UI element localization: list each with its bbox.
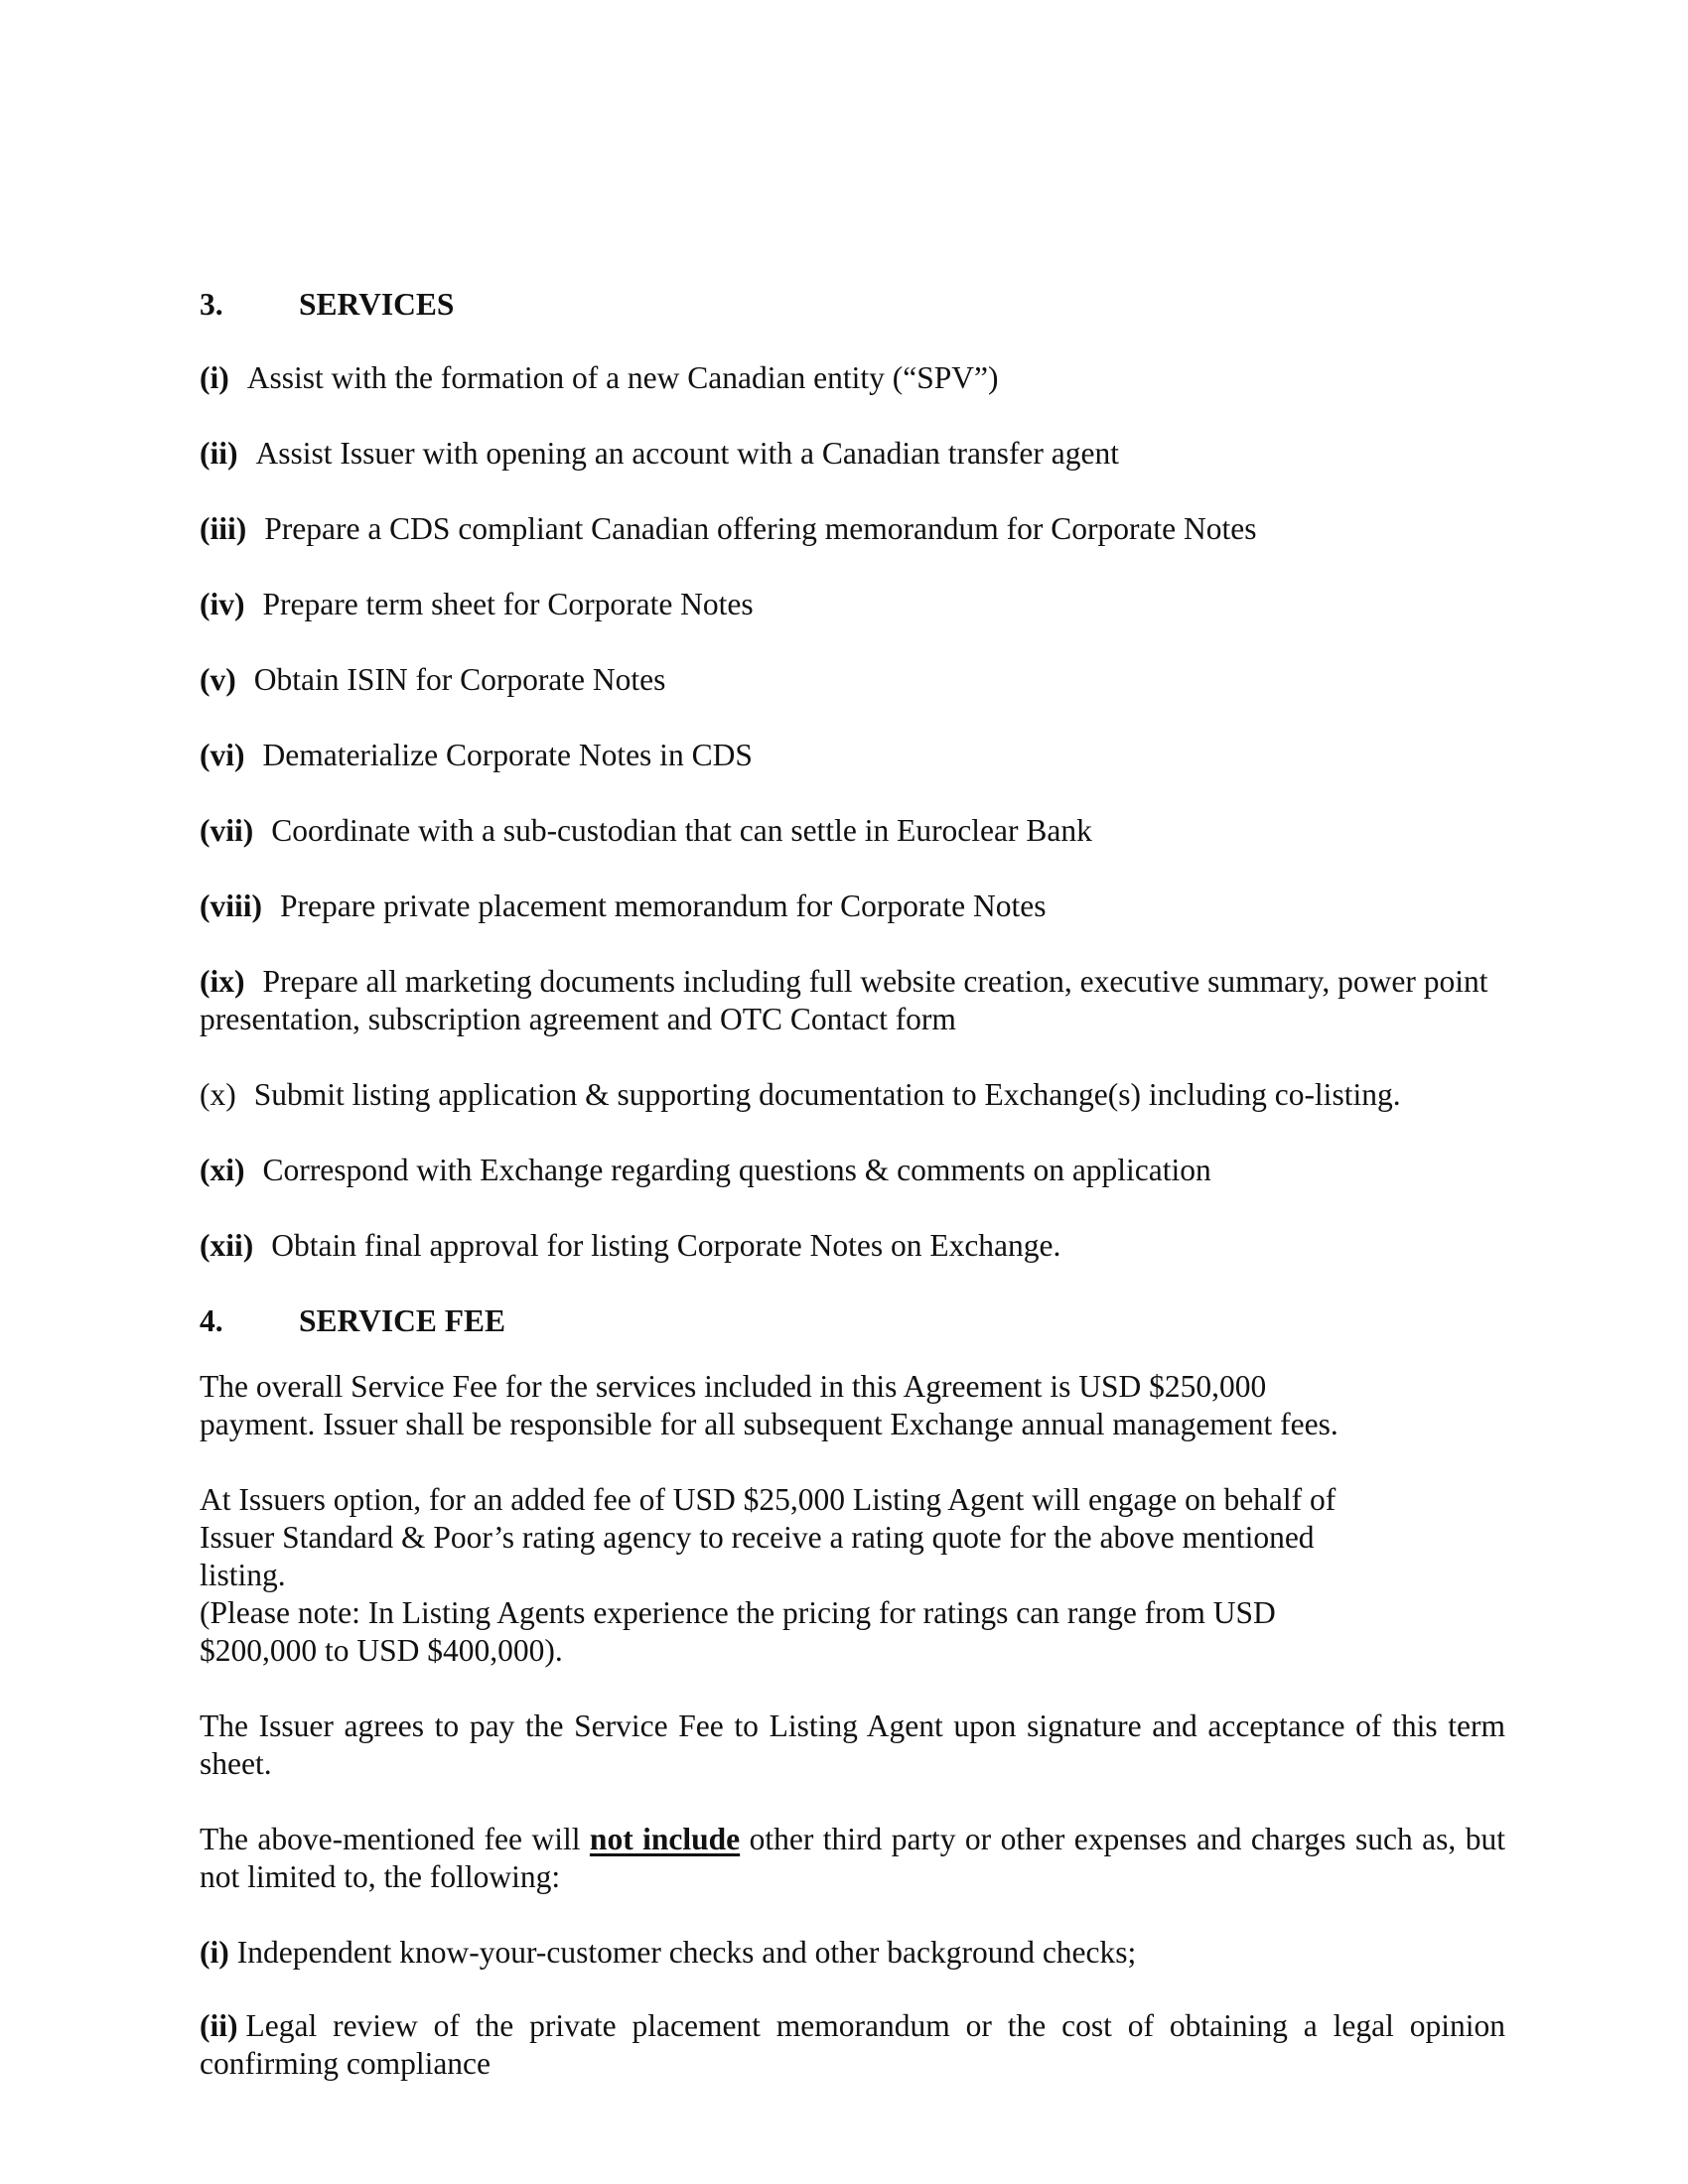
service-item	[200, 510, 1505, 548]
item-label: (x)	[200, 1077, 236, 1112]
item-text: Obtain ISIN for Corporate Notes	[253, 662, 666, 697]
paragraph-line: (Please note: In Listing Agents experience the pricing for ratings can range from USD	[200, 1595, 1276, 1630]
exclusions-intro-paragraph	[200, 1821, 1505, 1896]
item-label: (v)	[200, 662, 236, 697]
exclusions-list	[200, 1934, 1505, 2083]
item-label: (i)	[200, 1935, 229, 1970]
service-item	[200, 737, 1505, 774]
section-title: SERVICE FEE	[299, 1303, 506, 1338]
service-item	[200, 1227, 1505, 1265]
service-item	[200, 1152, 1505, 1189]
item-label: (vi)	[200, 738, 245, 772]
item-text: Prepare private placement memorandum for Corporate Notes	[280, 888, 1047, 923]
item-label: (iv)	[200, 587, 245, 621]
item-label: (xii)	[200, 1228, 254, 1263]
paragraph-line: The overall Service Fee for the services included in this Agreement is USD $250,000	[200, 1369, 1267, 1404]
service-fee-paragraph	[200, 1368, 1505, 1443]
item-text: Assist with the formation of a new Canadian entity (“SPV”)	[246, 360, 999, 395]
item-text: Correspond with Exchange regarding questions & comments on application	[262, 1153, 1211, 1187]
text-segment: The above-mentioned fee will	[200, 1822, 590, 1856]
item-text: Prepare term sheet for Corporate Notes	[262, 587, 754, 621]
item-text: Dematerialize Corporate Notes in CDS	[262, 738, 753, 772]
exclusion-item	[200, 1934, 1505, 1972]
item-label: (ix)	[200, 964, 245, 999]
item-text: Independent know-your-customer checks and other background checks;	[236, 1935, 1137, 1970]
document-body	[200, 286, 1505, 2118]
item-label: (iii)	[200, 511, 247, 546]
exclusion-item	[200, 2007, 1505, 2083]
service-item	[200, 887, 1505, 925]
item-text: Prepare a CDS compliant Canadian offering memorandum for Corporate Notes	[264, 511, 1257, 546]
item-label: (xi)	[200, 1153, 245, 1187]
section-3-heading	[200, 286, 1505, 324]
service-item	[200, 963, 1505, 1038]
payment-terms-paragraph: The Issuer agrees to pay the Service Fee to Listing Agent upon signature and acceptance of this term sheet.	[200, 1708, 1505, 1781]
service-item	[200, 586, 1505, 623]
item-text: Prepare all marketing documents including full website creation, executive summary, power point presentation, subscription agreement and OTC Contact form	[200, 964, 1488, 1036]
item-label: (ii)	[200, 2008, 238, 2043]
item-text: Obtain final approval for listing Corporate Notes on Exchange.	[271, 1228, 1061, 1263]
service-item	[200, 1076, 1505, 1114]
section-4-heading	[200, 1302, 1505, 1340]
paragraph-line: payment. Issuer shall be responsible for all subsequent Exchange annual management fees.	[200, 1407, 1338, 1441]
item-text: Assist Issuer with opening an account with a Canadian transfer agent	[255, 436, 1119, 471]
item-text: Coordinate with a sub-custodian that can settle in Euroclear Bank	[271, 813, 1092, 848]
paragraph-line: listing.	[200, 1558, 286, 1592]
paragraph-line: Issuer Standard & Poor’s rating agency to receive a rating quote for the above mentioned	[200, 1520, 1315, 1555]
rating-option-paragraph	[200, 1481, 1505, 1670]
paragraph-line: At Issuers option, for an added fee of USD $25,000 Listing Agent will engage on behalf of	[200, 1482, 1336, 1517]
item-label: (viii)	[200, 888, 262, 923]
emphasis-text: not include	[589, 1822, 741, 1856]
section-number: 3.	[200, 287, 223, 322]
service-item	[200, 359, 1505, 397]
item-text: Legal review of the private placement memorandum or the cost of obtaining a legal opinion confirming compliance	[200, 2008, 1505, 2081]
service-item	[200, 812, 1505, 850]
item-label: (i)	[200, 360, 229, 395]
item-text: Submit listing application & supporting documentation to Exchange(s) including co-listing.	[253, 1077, 1401, 1112]
paragraph-line: $200,000 to USD $400,000).	[200, 1633, 563, 1668]
section-title: SERVICES	[299, 287, 455, 322]
service-item	[200, 661, 1505, 699]
text-segment: other third party or other expenses and charges such as, but not limited to, the following:	[200, 1822, 1505, 1894]
item-label: (vii)	[200, 813, 254, 848]
section-number: 4.	[200, 1303, 223, 1338]
service-item	[200, 435, 1505, 473]
item-label: (ii)	[200, 436, 238, 471]
